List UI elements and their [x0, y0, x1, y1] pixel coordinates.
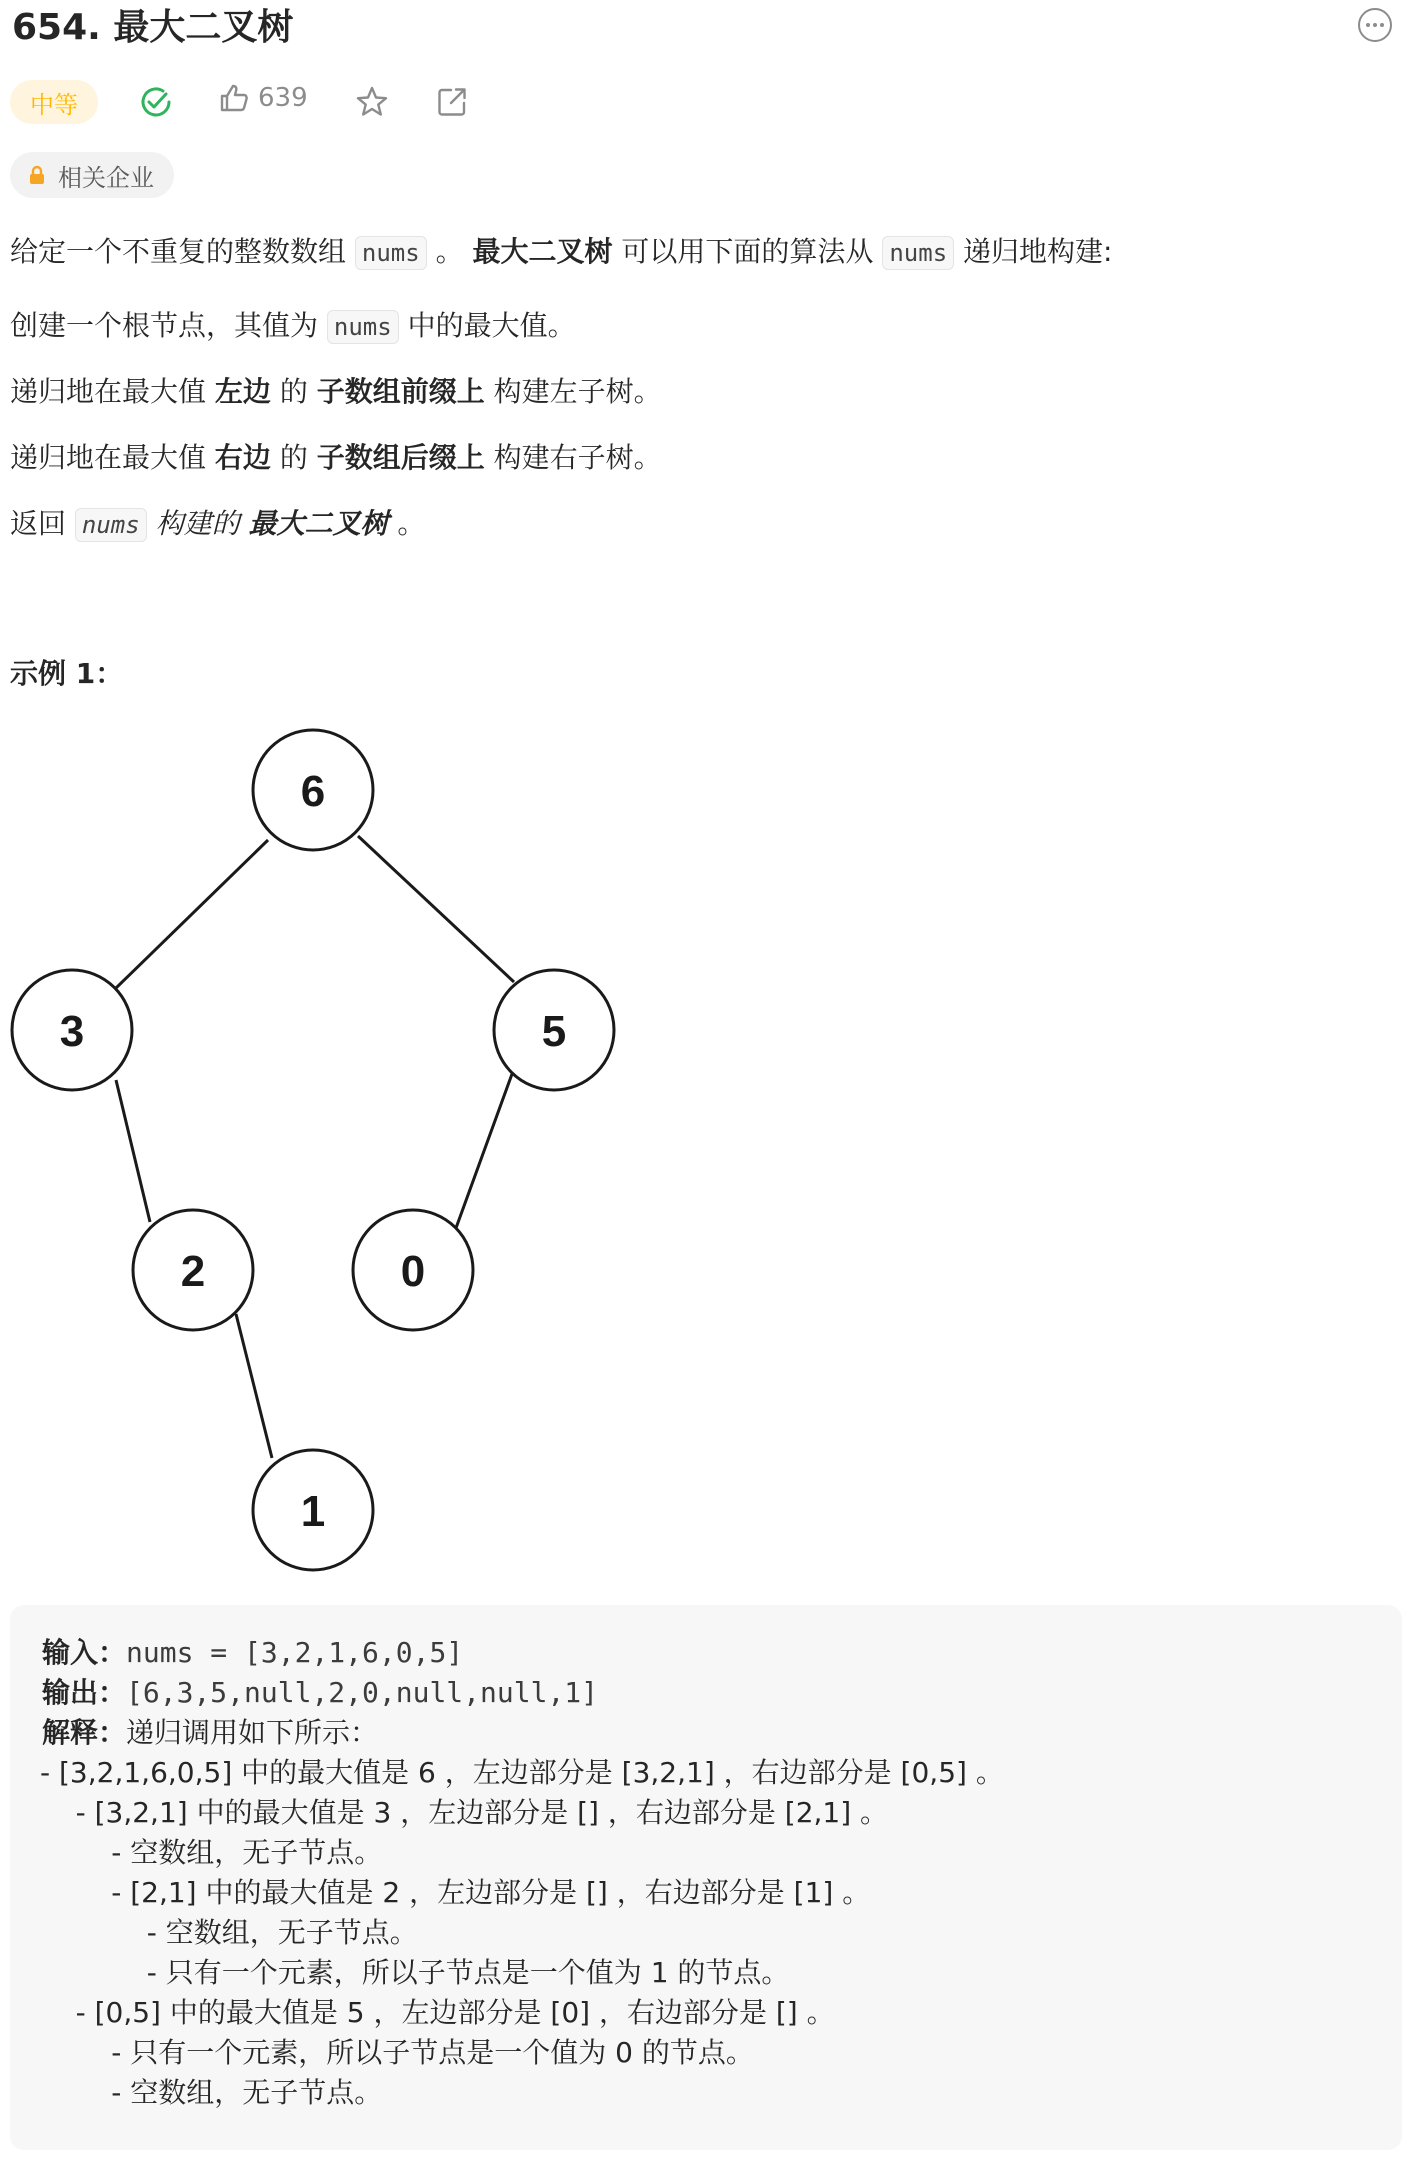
inline-code: nums	[75, 508, 147, 542]
explanation-step: - [0,5] 中的最大值是 5 ，左边部分是 [0] ，右边部分是 [] 。	[40, 1996, 835, 2029]
example-output: 输出：[6,3,5,null,2,0,null,null,1]	[42, 1676, 599, 1709]
explanation-step: - 空数组，无子节点。	[40, 1916, 418, 1949]
share-icon[interactable]	[434, 84, 470, 120]
more-icon	[1366, 23, 1370, 27]
example-title: 示例 1：	[10, 657, 124, 690]
star-icon[interactable]	[354, 84, 390, 120]
thumbs-up-icon	[218, 82, 250, 114]
related-companies-tag[interactable]	[10, 152, 174, 198]
difficulty-badge: 中等	[10, 80, 98, 124]
tree-node-label: 0	[400, 1247, 426, 1296]
tree-diagram	[0, 720, 640, 1580]
solved-check-icon	[138, 84, 174, 120]
example-block	[10, 1605, 1402, 2150]
tree-node-label: 3	[59, 1007, 85, 1056]
like-count: 639	[258, 83, 308, 113]
tree-node-label: 2	[180, 1247, 206, 1296]
explanation-step: - 只有一个元素，所以子节点是一个值为 0 的节点。	[40, 2036, 754, 2069]
description-paragraph-1: 给定一个不重复的整数数组 nums 。 最大二叉树 可以用下面的算法从 nums 递归地构建:	[10, 235, 1113, 268]
inline-code: nums	[882, 236, 954, 270]
tree-edge	[236, 1314, 272, 1458]
lock-icon	[26, 164, 48, 186]
explanation-step: - [3,2,1,6,0,5] 中的最大值是 6 ，左边部分是 [3,2,1] ，右边部分是 [0,5] 。	[40, 1756, 1004, 1789]
tree-node-label: 1	[300, 1487, 326, 1536]
more-options-button[interactable]	[1358, 8, 1392, 42]
problem-title: 654. 最大二叉树	[12, 7, 294, 48]
like-button[interactable]	[218, 82, 308, 114]
tree-edge	[116, 1080, 150, 1222]
description-paragraph-2: 创建一个根节点，其值为 nums 中的最大值。	[10, 309, 576, 342]
company-tag-label: 相关企业	[58, 163, 154, 192]
tree-node-label: 6	[300, 767, 326, 816]
example-input: 输入：nums = [3,2,1,6,0,5]	[42, 1636, 464, 1669]
tree-edge	[358, 836, 514, 982]
description-paragraph-5: 返回 nums 构建的 最大二叉树 。	[10, 507, 426, 540]
inline-code: nums	[355, 236, 427, 270]
tree-edge	[116, 840, 268, 988]
explanation-step: - 空数组，无子节点。	[40, 1836, 383, 1869]
inline-code: nums	[327, 310, 399, 344]
example-explanation: 解释：递归调用如下所示：	[42, 1716, 379, 1749]
explanation-step: - 空数组，无子节点。	[40, 2076, 383, 2109]
tree-edge	[456, 1074, 512, 1228]
explanation-step: - [3,2,1] 中的最大值是 3 ，左边部分是 [] ，右边部分是 [2,1] 。	[40, 1796, 889, 1829]
tree-node-label: 5	[541, 1007, 567, 1056]
explanation-step: - 只有一个元素，所以子节点是一个值为 1 的节点。	[40, 1956, 790, 1989]
description-paragraph-4: 递归地在最大值 右边 的 子数组后缀上 构建右子树。	[10, 441, 662, 474]
explanation-step: - [2,1] 中的最大值是 2 ，左边部分是 [] ，右边部分是 [1] 。	[40, 1876, 871, 1909]
description-paragraph-3: 递归地在最大值 左边 的 子数组前缀上 构建左子树。	[10, 375, 662, 408]
